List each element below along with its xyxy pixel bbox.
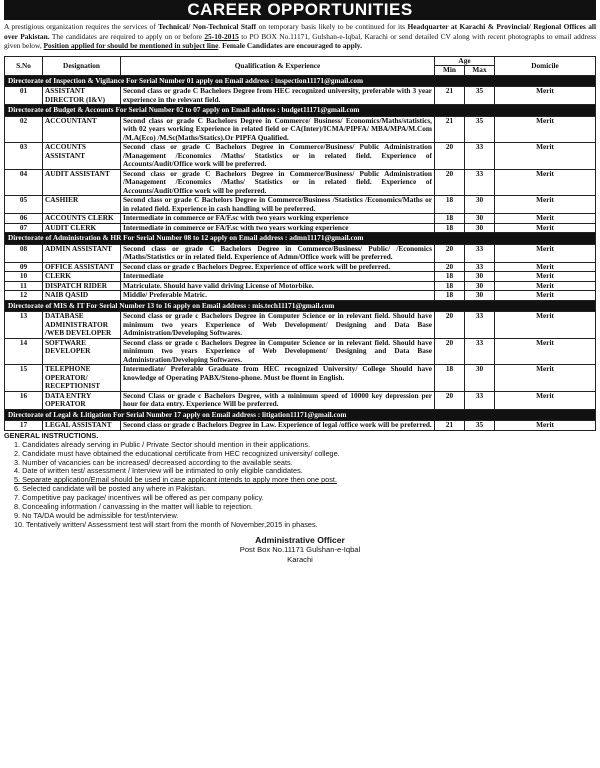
table-row [5,272,596,282]
cell-qualification: Intermediate in commerce or FA/F.sc with two years working experience [121,223,435,233]
table-row [5,338,596,365]
cell-age-min: 18 [435,291,465,301]
directorate-heading: Directorate of Budget & Accounts For Serial Number 02 to 07 apply on Email address : budget11171@gmail.com [5,105,596,117]
cell-age-min: 18 [435,281,465,291]
cell-designation: DISPATCH RIDER [43,281,121,291]
table-row [5,116,596,143]
table-row [5,262,596,272]
instruction-item: 7. Competitive pay package/ incentives will be offered as per company policy. [14,493,264,503]
cell-designation: ASSISTANT DIRECTOR (I&V) [43,87,121,105]
cell-sno: 09 [5,262,43,272]
intro-deadline: 25-10-2015 [204,31,239,41]
cell-qualification: Second Class or grade c Bachelors Degree, with a minimum speed of 10000 key depression per hour for data entry. Experience Will be preferred. [121,391,435,409]
cell-designation: ACCOUNTS CLERK [43,214,121,224]
intro-text-3: The candidates are required to apply on or before [49,31,205,41]
cell-age-max: 33 [465,262,495,272]
signature-city: Karachi [287,554,313,564]
cell-designation: ADMIN ASSISTANT [43,244,121,262]
table-row [5,169,596,196]
cell-age-min: 18 [435,196,465,214]
cell-sno: 03 [5,143,43,170]
cell-designation: DATABASE ADMINISTRATOR /WEB DEVELOPER [43,312,121,339]
cell-designation: OFFICE ASSISTANT [43,262,121,272]
cell-age-max: 33 [465,338,495,365]
instruction-item: 9. No TA/DA would be admissible for test/interview. [14,510,179,520]
table-row [5,223,596,233]
directorate-header-row [5,233,596,245]
table-row [5,291,596,301]
signature-block [4,536,596,565]
cell-sno: 05 [5,196,43,214]
cell-domicile: Merit [495,365,596,392]
cell-sno: 01 [5,87,43,105]
cell-qualification: Second class or grade c Bachelors Degree in Computer Science or in relevant field. Should have minimum two years Experience of Web Development/ Designing and Data Base Administration/Developing Softwares. [121,312,435,339]
cell-age-max: 33 [465,143,495,170]
cell-age-max: 30 [465,272,495,282]
directorate-heading: Directorate of Administration & HR For Serial Number 08 to 12 apply on Email address : admn11171@gmail.com [5,233,596,245]
directorate-heading: Directorate of Legal & Litigation For Serial Number 17 apply on Email address : litigation11171@gmail.com [5,409,596,421]
table-row [5,87,596,105]
header-qualification: Qualification & Experience [121,56,435,75]
cell-age-min: 21 [435,116,465,143]
cell-designation: LEGAL ASSISTANT [43,421,121,431]
instruction-item: 10. Tentatively written/ Assessment test will start from the month of November,2015 in phases. [14,519,318,529]
intro-paragraph [4,22,596,51]
directorate-heading: Directorate of MIS & IT For Serial Number 13 to 16 apply on Email address : mis.tech11171@gmail.com [5,300,596,312]
cell-age-min: 21 [435,421,465,431]
general-instructions [4,432,596,530]
intro-text-4: to PO BOX No.11171, Gulshan-e-Iqbal, Karachi or send detailed CV along with recent photographs to email address given below, [4,31,597,51]
cell-age-max: 30 [465,365,495,392]
cell-sno: 06 [5,214,43,224]
cell-qualification: Second class or grade c Bachelors Degree in Computer Science or in relevant field. Should have minimum two years Experience of Web Development/ Designing and Data Base Administration/Developing Softwares. [121,338,435,365]
cell-domicile: Merit [495,116,596,143]
cell-age-min: 18 [435,214,465,224]
signature-title: Administrative Officer [255,534,345,545]
cell-designation: ACCOUNTANT [43,116,121,143]
cell-qualification: Middle/ Preferable Matric. [121,291,435,301]
header-sno: S.No [5,56,43,75]
cell-age-max: 30 [465,281,495,291]
cell-age-max: 30 [465,223,495,233]
cell-age-min: 20 [435,338,465,365]
instructions-list [4,441,596,530]
cell-qualification: Second class or grade c Bachelors Degree in Law. Experience of legal /office work will be preferred. [121,421,435,431]
cell-designation: TELEPHONE OPERATOR/ RECEPTIONIST [43,365,121,392]
cell-domicile: Merit [495,421,596,431]
intro-bold-offices: Headquarter at Karachi & Provincial/ Regional Offices all over Pakistan. [4,22,596,41]
page-title: CAREER OPPORTUNITIES [4,0,596,20]
cell-designation: CASHIER [43,196,121,214]
table-row [5,391,596,409]
cell-sno: 07 [5,223,43,233]
cell-domicile: Merit [495,281,596,291]
cell-age-min: 20 [435,262,465,272]
cell-sno: 08 [5,244,43,262]
table-row [5,196,596,214]
cell-age-max: 33 [465,169,495,196]
cell-age-max: 30 [465,214,495,224]
header-designation: Designation [43,56,121,75]
cell-designation: SOFTWARE DEVELOPER [43,338,121,365]
intro-subject-note: Position applied for should be mentioned in subject line [43,41,219,51]
vacancies-table [4,56,596,431]
cell-qualification: Second class or grade C Bachelors Degree in Commerce/Business/ Public/ /Economics /Maths/Statistics or in related field. Experience of Admn/Office work will be preferred. [121,244,435,262]
advertisement-page [4,0,596,564]
cell-qualification: Second class or grade C Bachelors Degree in Commerce/Business/ Public Administration /Management /Economics /Maths/ Statistics or in related field. Experience of Accounts/Audit/Office work will be preferred. [121,169,435,196]
cell-domicile: Merit [495,223,596,233]
cell-designation: AUDIT CLERK [43,223,121,233]
table-row [5,214,596,224]
cell-qualification: Matriculate. Should have valid driving License of Motorbike. [121,281,435,291]
instruction-item: 6. Selected candidate will be posted any where in Pakistan. [14,484,206,494]
cell-qualification: Second class or grade C Bachelors Degree in Commerce/Business /Statistics /Economics/Maths or in related field. Experience in cash handling will be preferred. [121,196,435,214]
cell-age-max: 33 [465,391,495,409]
intro-female-note: Female Candidates are encouraged to apply. [222,41,362,51]
cell-domicile: Merit [495,262,596,272]
directorate-header-row [5,300,596,312]
cell-domicile: Merit [495,196,596,214]
cell-age-max: 30 [465,291,495,301]
cell-qualification: Intermediate in commerce or FA/F.sc with two years working experience [121,214,435,224]
cell-domicile: Merit [495,291,596,301]
directorate-header-row [5,105,596,117]
cell-designation: NAIB QASID [43,291,121,301]
instruction-item: 2. Candidate must have obtained the educational certificate from HEC recognized university/ college. [14,448,340,458]
table-row [5,244,596,262]
header-age-max: Max [465,66,495,76]
cell-age-min: 20 [435,143,465,170]
cell-age-min: 18 [435,272,465,282]
cell-age-min: 20 [435,244,465,262]
header-domicile: Domicile [495,56,596,75]
header-age: Age [435,56,495,66]
cell-age-max: 35 [465,116,495,143]
cell-qualification: Second class or grade C Bachelors Degree in Commerce/ Business/ Economics/Maths/statistics, with 02 years working Experience in related field or CA(Inter)/ICMA/PIPFA/ MBA/MPA/M.Com /M.A(Eco) /M.Sc(Maths/Statics).Or PIPFA Qualified. [121,116,435,143]
directorate-header-row [5,409,596,421]
cell-designation: AUDIT ASSISTANT [43,169,121,196]
cell-domicile: Merit [495,272,596,282]
cell-age-max: 30 [465,196,495,214]
intro-text-1: A prestigious organization requires the services of [4,22,159,31]
cell-qualification: Second class or grade C Bachelors Degree from HEC recognized university, preferable with 3 year experience in the relevant field. [121,87,435,105]
header-age-min: Min [435,66,465,76]
cell-qualification: Intermediate/ Preferable Graduate from HEC recognized University/ College Should have knowledge of Operating PABX/Steno-phone. Must be fluent in English. [121,365,435,392]
directorate-header-row [5,75,596,87]
cell-designation: DATA ENTRY OPERATOR [43,391,121,409]
cell-domicile: Merit [495,169,596,196]
cell-sno: 13 [5,312,43,339]
instruction-underlined: 5. Separate application/Email should be used in case applicant intends to apply more then one post. [14,475,337,485]
cell-sno: 15 [5,365,43,392]
instruction-item: 4. Date of written test/ assessment / Interview will be intimated to only eligible candidates. [14,466,303,476]
cell-qualification: Intermediate [121,272,435,282]
cell-domicile: Merit [495,391,596,409]
cell-sno: 14 [5,338,43,365]
cell-age-max: 35 [465,87,495,105]
cell-age-min: 20 [435,312,465,339]
intro-text-5: . [218,41,223,51]
general-heading: GENERAL INSTRUCTIONS. [4,430,99,440]
cell-sno: 11 [5,281,43,291]
intro-text-2: on temporary basis likely to be continued for its [256,22,408,31]
cell-domicile: Merit [495,143,596,170]
cell-sno: 10 [5,272,43,282]
cell-designation: ACCOUNTS ASSISTANT [43,143,121,170]
table-row [5,421,596,431]
cell-age-min: 18 [435,365,465,392]
cell-age-max: 33 [465,312,495,339]
cell-domicile: Merit [495,338,596,365]
cell-age-max: 33 [465,244,495,262]
cell-sno: 16 [5,391,43,409]
intro-bold-staff: Technical/ Non-Technical Staff [158,22,257,31]
table-row [5,281,596,291]
cell-age-max: 35 [465,421,495,431]
cell-domicile: Merit [495,87,596,105]
instruction-item: 3. Number of vacancies can be increased/ decreased according to the available seats. [14,457,293,467]
cell-sno: 04 [5,169,43,196]
cell-domicile: Merit [495,244,596,262]
cell-age-min: 18 [435,223,465,233]
cell-age-min: 21 [435,87,465,105]
cell-age-min: 20 [435,169,465,196]
cell-domicile: Merit [495,312,596,339]
cell-sno: 02 [5,116,43,143]
cell-domicile: Merit [495,214,596,224]
directorate-heading: Directorate of Inspection & Vigilance For Serial Number 01 apply on Email address : inspection11171@gmail.com [5,75,596,87]
table-row [5,365,596,392]
cell-age-min: 20 [435,391,465,409]
instruction-item: 8. Concealing information / canvassing in the matter will liable to rejection. [14,502,253,512]
instruction-item: 1. Candidates already serving in Public / Private Sector should mention in their applications. [14,439,311,449]
signature-address: Post Box No.11171 Gulshan-e-Iqbal [239,545,361,555]
cell-qualification: Second class or grade c Bachelors Degree. Experience of office work will be preferred. [121,262,435,272]
cell-designation: CLERK [43,272,121,282]
table-row [5,312,596,339]
table-row [5,143,596,170]
cell-qualification: Second class or grade C Bachelors Degree in Commerce/Business/ Public Administration /Management /Economics /Maths/ Statistics or in related field. Experience of Accounts/Audit/Office work will be preferred. [121,143,435,170]
cell-sno: 17 [5,421,43,431]
cell-sno: 12 [5,291,43,301]
vacancies-body [5,75,596,430]
